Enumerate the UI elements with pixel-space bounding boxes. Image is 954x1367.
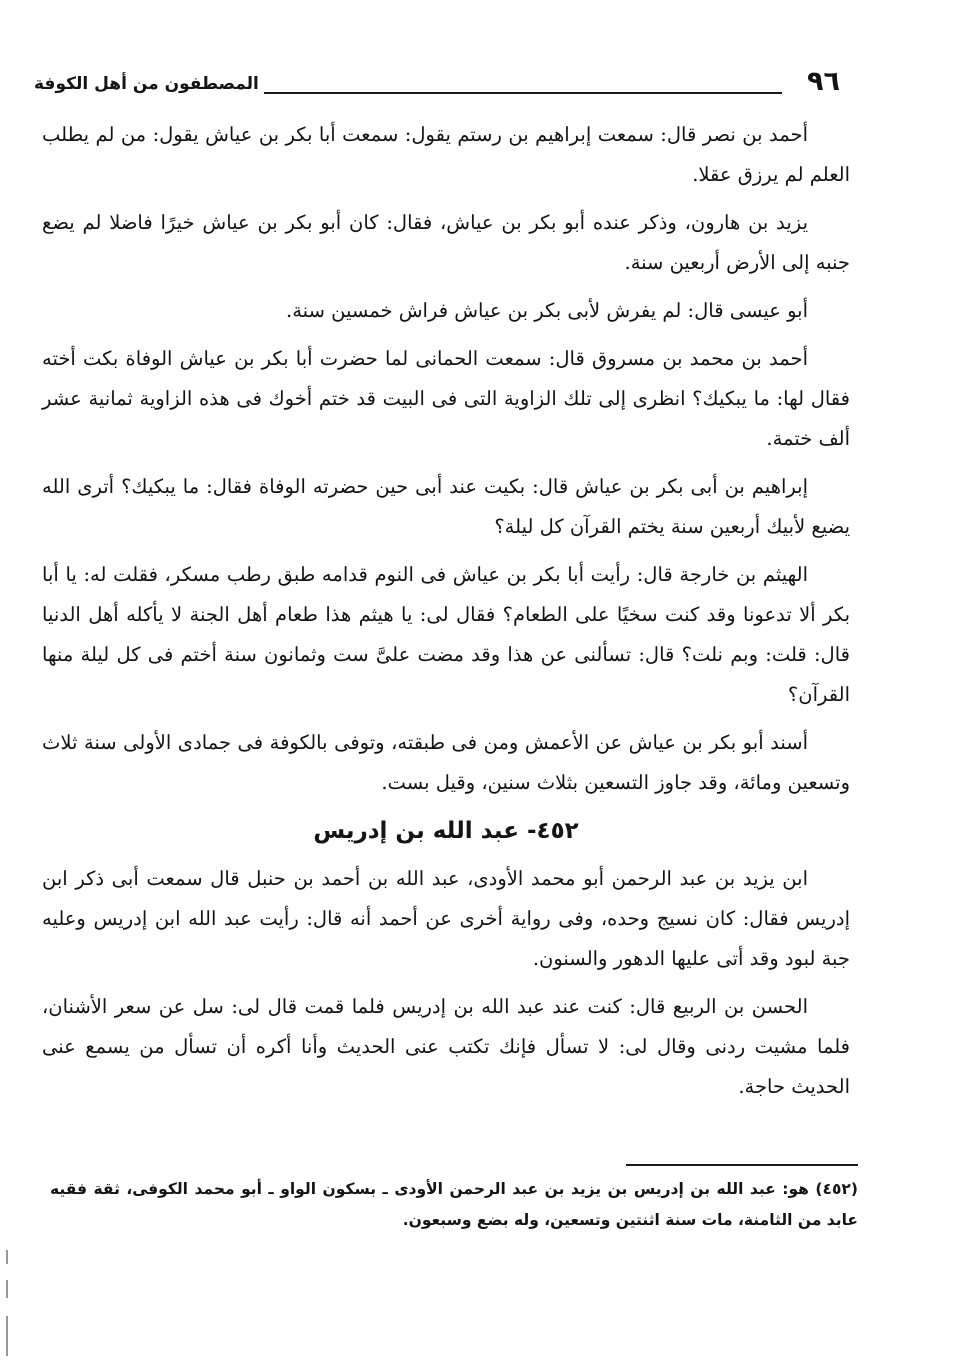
main-text: [42, 115, 850, 1115]
paragraph: أبو عيسى قال: لم يفرش لأبى بكر بن عياش فراش خمسين سنة.: [286, 299, 808, 322]
paragraph: إبراهيم بن أبى بكر بن عياش قال: بكيت عند أبى حين حضرته الوفاة فقال: ما يبكيك؟ أترى الله يضيع لأبيك أربعين سنة يختم القرآن كل ليلة؟: [42, 475, 850, 538]
page-header: [34, 66, 846, 106]
running-title: المصطفون من أهل الكوفة: [34, 74, 259, 94]
footnote: (٤٥٢) هو: عبد الله بن إدريس بن يزيد بن عبد الرحمن الأودى ـ بسكون الواو ـ أبو محمد الكوفى، ثقة فقيه عابد من الثامنة، مات سنة اثنتين وتسعين، وله بضع وسبعون.: [50, 1180, 858, 1229]
paragraph: أحمد بن نصر قال: سمعت إبراهيم بن رستم يقول: سمعت أبا بكر بن عياش يقول: من لم يطلب العلم لم يرزق عقلا.: [42, 123, 850, 186]
paragraph: ابن يزيد بن عبد الرحمن أبو محمد الأودى، عبد الله بن أحمد بن حنبل قال سمعت أبى ذكر ابن إدريس فقال: كان نسيج وحده، وفى رواية أخرى عن أحمد أنه قال: رأيت عبد الله ابن إدريس وعليه جبة لبود وقد أتى عليها الدهور والسنون.: [42, 867, 850, 970]
section-heading: ٤٥٢- عبد الله بن إدريس: [313, 818, 579, 844]
paragraph: الهيثم بن خارجة قال: رأيت أبا بكر بن عياش فى النوم قدامه طبق رطب مسكر، فقلت له: يا أبا بكر ألا تدعونا وقد كنت سخيًا على الطعام؟ فقال لى: يا هيثم هذا طعام أهل الجنة لا يأكله أهل الدنيا قال: قلت: وبم نلت؟ قال: تسألنى عن هذا وقد مضت علىَّ ست وثمانون سنة أختم فى كل ليلة منها القرآن؟: [42, 563, 850, 706]
header-rule: [264, 92, 782, 94]
footnote-rule: [626, 1164, 858, 1166]
paragraph: الحسن بن الربيع قال: كنت عند عبد الله بن إدريس فلما قمت قال لى: سل عن سعر الأشنان، فلما مشيت ردنى وقال لى: لا تسأل فإنك تكتب عنى الحديث وأنا أكره أن تسأل من يسمع عنى الحديث حاجة.: [42, 995, 850, 1098]
paragraph: يزيد بن هارون، وذكر عنده أبو بكر بن عياش، فقال: كان أبو بكر بن عياش خيرًا فاضلا لم يضع جنبه إلى الأرض أربعين سنة.: [42, 211, 850, 274]
scan-edge-marks: [6, 1250, 10, 1360]
paragraph: أسند أبو بكر بن عياش عن الأعمش ومن فى طبقته، وتوفى بالكوفة فى جمادى الأولى سنة ثلاث وتسعين ومائة، وقد جاوز التسعين بثلاث سنين، وقيل بست.: [42, 731, 850, 794]
paragraph: أحمد بن محمد بن مسروق قال: سمعت الحمانى لما حضرت أبا بكر بن عياش الوفاة بكت أخته فقال لها: ما يبكيك؟ انظرى إلى تلك الزاوية التى فى البيت قد ختم أخوك فى هذه الزاوية ثمانية عشر ألف ختمة.: [42, 347, 850, 450]
page-number: ٩٦: [807, 66, 840, 97]
